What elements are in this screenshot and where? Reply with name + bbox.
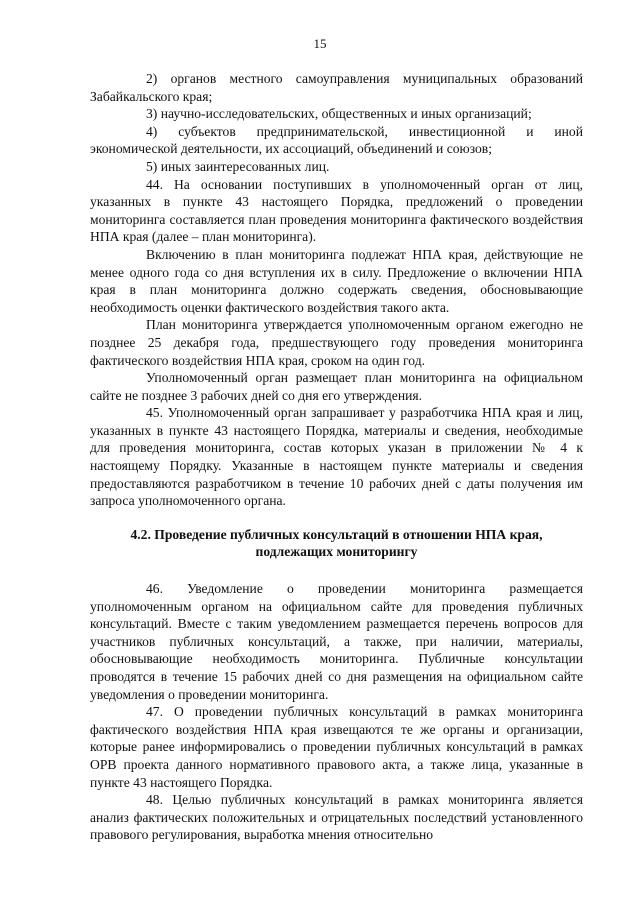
paragraph-plan-approval: План мониторинга утверждается уполномоченным органом ежегодно не позднее 25 декабря года, предшествующего году проведения мониторинга фактического воздействия НПА края, сроком на один год. [90, 317, 583, 368]
section-heading-line-2: подлежащих мониторингу [255, 544, 418, 560]
section-heading [90, 526, 583, 561]
section-heading-line-1: 4.2. Проведение публичных консультаций в отношении НПА края, [130, 526, 543, 542]
list-item-5: 5) иных заинтересованных лиц. [146, 158, 330, 174]
paragraph-46: 46. Уведомление о проведении мониторинга размещается уполномоченным органом на официальном сайте для проведения публичных консультаций. Вместе с таким уведомлением размещается перечень вопросов для участников публичных консультаций, а также, при наличии, материалы, обосновывающие необходимость мониторинга. Публичные консультации проводятся в течение 15 рабочих дней со дня размещения на официальном сайте уведомления о проведении мониторинга. [90, 581, 583, 702]
paragraph-47: 47. О проведении публичных консультаций в рамках мониторинга фактического воздействия НПА края извещаются те же органы и организации, которые ранее информировались о проведении публичных консультаций в рамках ОРВ проекта данного нормативного правового акта, а также лица, указанные в пункте 43 настоящего Порядка. [90, 704, 583, 790]
list-item-3: 3) научно-исследовательских, общественных и иных организаций; [146, 106, 532, 122]
paragraph-plan-publication: Уполномоченный орган размещает план мониторинга на официальном сайте не позднее 3 рабочих дней со дня его утверждения. [90, 370, 583, 403]
paragraph-plan-inclusion: Включению в план мониторинга подлежат НПА края, действующие не менее одного года со дня вступления их в силу. Предложение о включении НПА края в план мониторинга должно содержать сведения, обосновывающие необходимость оценки фактического воздействия такого акта. [90, 246, 583, 315]
paragraph-48: 48. Целью публичных консультаций в рамках мониторинга является анализ фактических положительных и отрицательных последствий установленного правового регулирования, выработка мнения относительно [90, 792, 583, 843]
paragraph-44: 44. На основании поступивших в уполномоченный орган от лиц, указанных в пункте 43 настоящего Порядка, предложений о проведении мониторинга составляется план проведения мониторинга фактического воздействия НПА края (далее – план мониторинга). [90, 176, 583, 245]
list-item-2: 2) органов местного самоуправления муниципальных образований Забайкальского края; [90, 71, 583, 104]
document-body [90, 70, 583, 844]
page-number: 15 [313, 36, 327, 51]
paragraph-45: 45. Уполномоченный орган запрашивает у разработчика НПА края и лиц, указанных в пункте 43 настоящего Порядка, материалы и сведения, необходимые для проведения мониторинга, состав которых указан в приложении № 4 к настоящему Порядку. Указанные в настоящем пункте материалы и сведения предоставляются разработчиком в течение 10 рабочих дней с даты получения им запроса уполномоченного органа. [90, 405, 583, 509]
list-item-4: 4) субъектов предпринимательской, инвестиционной и иной экономической деятельности, их ассоциаций, объединений и союзов; [90, 123, 583, 157]
